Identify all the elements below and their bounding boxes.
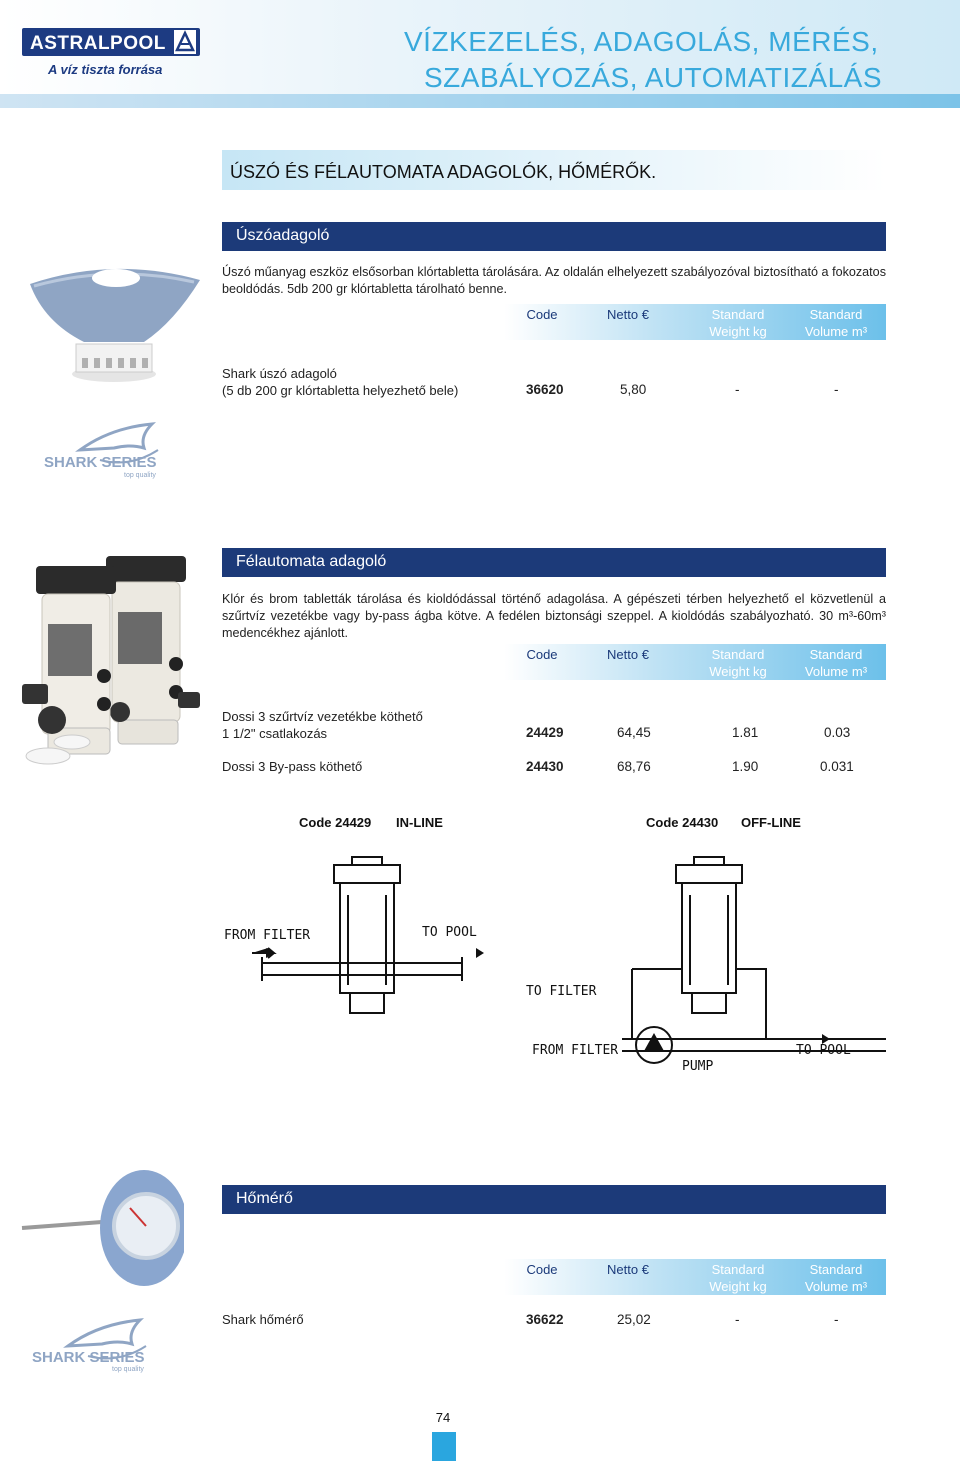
row-code: 24429	[526, 725, 564, 740]
label-pump: PUMP	[682, 1059, 714, 1074]
row-code: 36622	[526, 1312, 564, 1327]
section-heading: ÚSZÓ ÉS FÉLAUTOMATA ADAGOLÓK, HŐMÉRŐK.	[230, 162, 657, 182]
col-code: Code	[526, 1262, 558, 1277]
header-rule	[0, 94, 960, 108]
shark-series-text: SHARK SERIES	[32, 1349, 145, 1366]
diagram-right-code: Code 24430	[646, 815, 719, 830]
floating-dispenser-image	[24, 262, 204, 387]
label-from-filter-2: FROM FILTER	[532, 1043, 619, 1058]
label-from-filter: FROM FILTER	[224, 928, 311, 943]
product-heading-text: Úszóadagoló	[236, 227, 330, 244]
label-to-filter: TO FILTER	[526, 984, 597, 999]
thermometer-image	[18, 1168, 184, 1292]
page-title-line2: SZABÁLYOZÁS, AUTOMATIZÁLÁS	[424, 62, 883, 93]
col-weight: Standard Weight kg	[709, 307, 767, 339]
diagram-left-code: Code 24429	[299, 815, 372, 830]
product-description: Klór és brom tabletták tárolása és kioldódással történő adagolása. A gépészeti térben helyezhető el közvetlenül a szűrtvíz vezetékbe vagy by-pass ágba kötve. A fedélen biztonsági szeppel. A kioldódás szabályozható. 30 m³-60m³ medencékhez ajánlott.	[222, 592, 886, 640]
page-number: 74	[435, 1410, 451, 1425]
row-volume: -	[834, 1312, 839, 1327]
row-volume: 0.031	[820, 759, 854, 774]
col-volume: Standard Volume m³	[804, 1262, 868, 1294]
row-weight: -	[735, 1312, 740, 1327]
brand-logo-text: ASTRALPOOL	[30, 33, 166, 54]
col-weight: Standard Weight kg	[709, 647, 767, 679]
row-weight: 1.81	[732, 725, 759, 740]
col-volume: Standard Volume m³	[804, 307, 868, 339]
row-name: Shark hőmérő	[222, 1312, 304, 1327]
row-netto: 68,76	[617, 759, 651, 774]
row-name: Dossi 3 szűrtvíz vezetékbe köthető	[222, 709, 423, 724]
page-tab	[432, 1432, 456, 1461]
row-netto: 64,45	[617, 725, 651, 740]
row-volume: -	[834, 382, 839, 397]
product-heading-floater	[222, 222, 886, 251]
row-code: 36620	[526, 382, 564, 397]
row-netto: 25,02	[617, 1312, 651, 1327]
col-volume: Standard Volume m³	[804, 647, 868, 679]
shark-series-subtext: top quality	[112, 1366, 144, 1373]
shark-series-text: SHARK SERIES	[44, 454, 157, 471]
table-header	[504, 304, 886, 340]
row-name: Dossi 3 By-pass köthető	[222, 759, 363, 774]
label-to-pool: TO POOL	[422, 925, 477, 940]
col-code: Code	[526, 647, 558, 662]
row-weight: -	[735, 382, 740, 397]
diagram-right-mode: OFF-LINE	[741, 815, 801, 830]
product-heading-text: Hőmérő	[236, 1190, 293, 1207]
row-volume: 0.03	[824, 725, 851, 740]
row-name: Shark úszó adagoló	[222, 366, 337, 381]
col-weight: Standard Weight kg	[709, 1262, 767, 1294]
product-heading-text: Félautomata adagoló	[236, 553, 387, 570]
shark-series-subtext: top quality	[124, 472, 156, 479]
row-weight: 1.90	[732, 759, 759, 774]
label-to-pool-2: TO POOL	[796, 1043, 851, 1058]
col-netto: Netto €	[607, 1262, 649, 1277]
row-netto: 5,80	[620, 382, 647, 397]
table-header	[504, 1259, 886, 1295]
product-heading-semiauto	[222, 548, 886, 577]
col-netto: Netto €	[607, 647, 649, 662]
product-description: Úszó műanyag eszköz elsősorban klórtabletta tárolására. Az oldalán elhelyezett szabályozóval biztosítható a fokozatos beoldódás. 5db 200 gr klórtabletta tárolható benne.	[222, 265, 886, 296]
col-code: Code	[526, 307, 558, 322]
diagram-left-mode: IN-LINE	[396, 815, 443, 830]
chlorinator-image	[8, 552, 204, 774]
row-code: 24430	[526, 759, 564, 774]
brand-tagline: A víz tiszta forrása	[48, 62, 163, 77]
page-title-line1: VÍZKEZELÉS, ADAGOLÁS, MÉRÉS,	[404, 26, 879, 57]
col-netto: Netto €	[607, 307, 649, 322]
brand-mark-icon	[174, 30, 196, 54]
table-header	[504, 644, 886, 680]
product-heading-thermometer	[222, 1185, 886, 1214]
row-name-detail: (5 db 200 gr klórtabletta helyezhető bele)	[222, 383, 459, 398]
row-name-detail: 1 1/2" csatlakozás	[222, 726, 328, 741]
